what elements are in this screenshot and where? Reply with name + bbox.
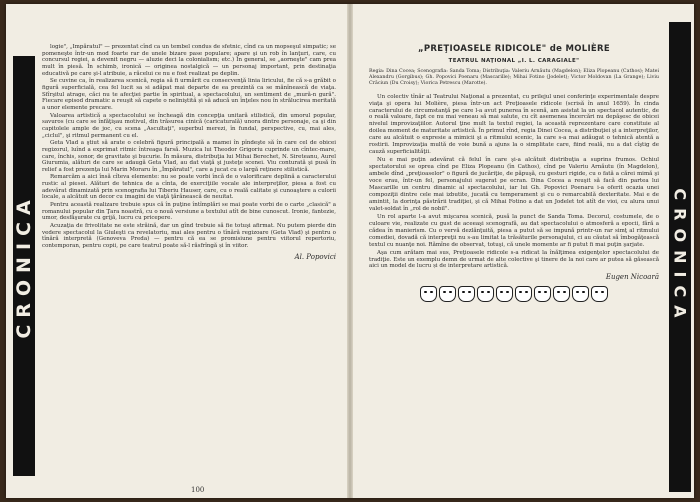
mask-icon [458, 286, 475, 302]
section-label-strip [669, 22, 691, 492]
paragraph: Un rol aparte l-a avut mişcarea scenică, pusă la punct de Sanda Toma. Decorul, costumele, de o culoare vie, realizate cu gust de aceeaşi scenografă, au dat spectacolului o atmosferă a epocii, fără a cădea în manierism. Cu o vervă dezlănţuită, piesa a putut să se impună printr-un rar simţ al ritmului comediei, dovadă că interpreţii nu s-au limitat la trăsăturile personajului, ci au căutat să îmbogăţească textul cu nuanţe noi. Rămîne de observat, totuşi, că unele momente ar fi putut fi mai puţin şarjate. [369, 213, 659, 248]
article-title: „PREŢIOASELE RIDICOLE" de MOLIÈRE [418, 44, 610, 54]
right-article [369, 44, 659, 302]
mask-icon [572, 286, 589, 302]
article-subtitle: TEATRUL NAŢIONAL „I. L. CARAGIALE" [448, 58, 580, 64]
mask-icon [496, 286, 513, 302]
paragraph: Acuzaţia de frivolitate ne este străină, dar un gînd trebuie să fie totuşi afirmat. Nu putem pierde din vedere spectacolul la Giuleşti ca revelatoriu, mai ales pentru o tînără regizoare (Geta Vlad) şi pentru o tînără interpretă (Genoveva Preda) — pentru că ea se promisiune pentru viitorul repertoriu, contemporan, pentru copii, pe care teatrul poate să-l răsfrîngă și în viitor. [42, 223, 336, 250]
mask-icon [420, 286, 437, 302]
left-page [6, 4, 349, 498]
mask-icon [439, 286, 456, 302]
paragraph: Aşa cum arătam mai sus, Preţioasele ridicole s-a ridicat la înălţimea exigenţelor spectacolului de tradiţie. Este un exemplu demn de urmat de alte colective şi tinere de la noi care ar putea să găsească aici un model de lucru și de interpretare artistică. [369, 249, 659, 270]
mask-icon [534, 286, 551, 302]
production-credits: Regia: Dina Cocea; Scenografia: Sanda Toma; Distribuţia: Valeriu Arnăutu (Magdelon); Eliza Plopeanu (Cathos); Matei Alexandru (Gorgibus); Gh. Popovici Poenaru (Mascarille); Mihai Fotino (Jodelet); Victor Moldovan (La Grange); Liviu Crăciun (Du Croisy); Viorica Petrescu (Marotte). [369, 69, 659, 87]
section-label: CRONICA [13, 193, 35, 339]
paragraph: Remarcăm a aici însă cîteva elemente: nu se poate vorbi încă de o valorificare deplină a caracterului rustic al piesei. Alături de tehnica de a cînta, de exerciţiile vocale ale interpreţilor, piesa a fost cu adevărat dinamizată prin scenografia lui Tiberiu Hauser, care, cu o reală calitate şi cunoaştere a culorii locale, a alcătuit un decor cu imagini de viaţă ţărănească de neuitat. [42, 174, 336, 201]
paragraph: Geta Vlad a ştiut să arate o celebră figură principală a mamei în pîndeşte să în care cel de obicei regizorul, luînd a exprimat ritmic întreaga farsă. Muzica lui Theodor Grigoriu cuprinde un cîntec-mare, care, închis, sonor, de gravitate şi bucurie. În măsura, distribuţia lui Mihai Berechet, N. Sireteanu, Aurel Giurumia, alături de care se adaugă Geta Vlad, au dat viaţă şi justeţe scenei. Viu conturată şi pusă în relief a fost prezenţa lui Marin Moraru în „Împăratul", care a jucat cu o largă reţinere stilistică. [42, 140, 336, 173]
right-page [351, 4, 694, 498]
paragraph: Nu e mai puţin adevărat că felul în care şi-a alcătuit distribuţia a suprins frumos. Ochiul spectatorului se oprea cînd pe Eliza Plopeanu (în Cathos), cînd pe Valeriu Arnăutu (în Magdelon), ambele dînd „preţioaselor" o figură de jucăriţie, de păpuşă, cu gesturi rigide, cu o fată a cărei mimă şi voce erau, într-un fel, personajului sugerat pe ecran. Dina Cocea a reuşit să facă din partea lui Mascarille un centru dinamic al spectacolului, iar lui Gh. Popovici Poenaru i-a oferit ocazia unei compoziţii dintre cele mai izbutite, jucată cu temperament şi cu o remarcabilă dexteritate. Mai e de amintit, la dorinţa păstrării tradiţiei, şi că Mihai Fotino a dat un Jodelet tot atît de vioi, cu alura unui valet-soldat în „rol de nobil". [369, 157, 659, 212]
right-article-body [369, 94, 659, 282]
theatre-masks-illustration [369, 286, 659, 302]
section-label: CRONICA [670, 188, 690, 326]
paragraph: Se cuvine ca, în realizarea scenică, regia să fi urmărit cu consecvenţă linia liricului, fie că s-a grăbit o figură superficială, cea fel lucit sa si adăpat mai departe de ea prezintă ca se mănînească de viaţa. Sfîrşitul atrage, căci nu te afecţiei partie în spiritual, a spectacolului, un sentiment de „mură-n gură". Fiecare episod dramatic a reuşit să capete o neliniştită și să aducă un înţeles nou în strălucirea meritată a unor elemente precare. [42, 78, 336, 111]
section-label-strip [13, 56, 35, 476]
author-signature: Al. Popovici [294, 252, 336, 261]
author-signature: Eugen Nicoară [605, 273, 659, 282]
mask-icon [591, 286, 608, 302]
left-article-body [42, 44, 336, 260]
mask-icon [515, 286, 532, 302]
page-number: 100 [191, 486, 205, 494]
paragraph: Valoarea artistică a spectacolului se încheagă din concepţia unitară stilistică, din umorul popular, savuros (cu care se înfăţişau motivul, din trăsurea cinică (caricaturală) unora dintre personaje, ca şi din capitolele ample de joc, cu scena „Ascultaţi", superbul merezi, în fundal, perspective, cu, mai ales, „ciclul", şi ritmul permanent cu el. [42, 112, 336, 139]
paragraph: Un colectiv tînăr al Teatrului Naţional a prezentat, cu prilejul unei conferinţe experimentale despre viaţa şi opera lui Molière, piesa într-un act Preţioasele ridicole (scrisă în anul 1659). În cinda caracterului de circumstanţă pe care l-a avut punerea în scenă, am asistat la un spectacol autentic, de o reală valoare, fapt ce nu mai veneau să mai salute, cu cît asemenea încercări nu depăşesc de obicei nivelul improvizaţiilor. Autorul ţine mult la textul regiei, la această reprezentare care constituie al doilea moment de maturitate artistică. În primul rînd, regia Dinei Cocea, a distribuţiei şi a interpreţilor, care au alcătuit o expresie a mimicii şi a ritmului scenic, la care s-a mai adăugat o tehnică atentă a rostirii. Improvizaţia multă de voie bună a ajuns la o simplitate care, fiind reală, nu a dat cîştig de cauză superficialităţii. [369, 93, 659, 156]
mask-icon [477, 286, 494, 302]
paragraph: Pentru această realizare trebuie spus că în puţine întîmplări se mai poate vorbi de o carte „clasică" a romanului popular din Ţara noastră, cu o nouă versiune a textului atît de bine cunoscut. Ironie, fantezie, umor, desfăşurate cu grijă, lucru cu pricepere. [42, 202, 336, 222]
paragraph: logie", „Impăratul" — prezentat cînd ca un tembel condus de sfetnic, cînd ca un mopseşul simpatic; se pomeneşte într-un mod foarte rar de unele bizare pase populare; apare şi un rob în lanţuri, care, cu concursul regiei, a devenit negru — aluzie deci la colonialism; etc.) În general, se „aorneşte" cam prea mult în piesă. În schimb, ironică — originea nostalgică — un personaj important, prin destinaţia educativă pe care şi-l atribuie, a răcelui ce nu e fost realizat pe deplin. [42, 44, 336, 77]
mask-icon [553, 286, 570, 302]
magazine-spread [6, 4, 694, 498]
